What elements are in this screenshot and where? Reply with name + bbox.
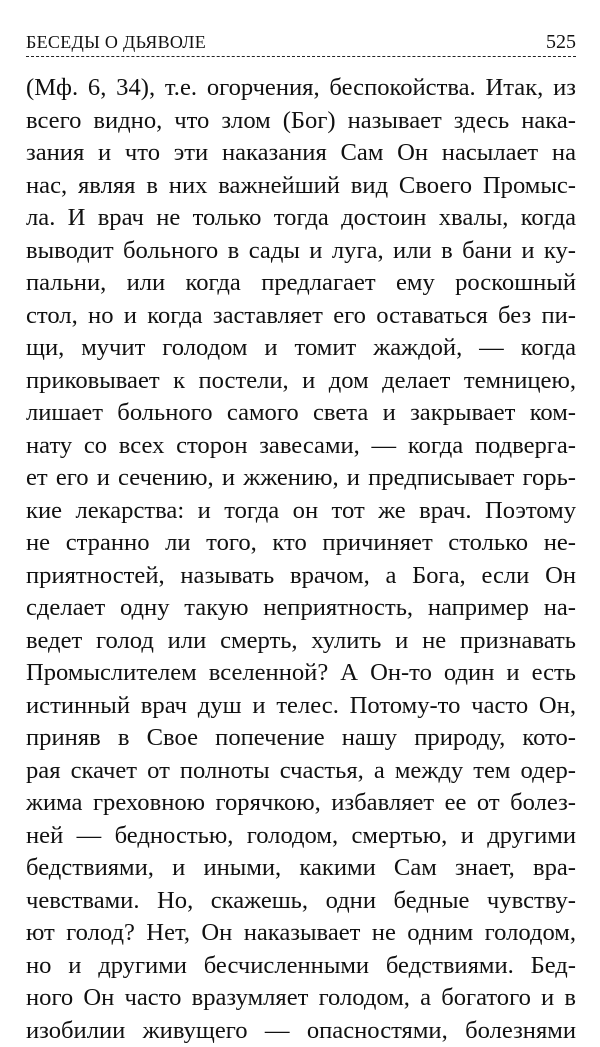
text-line: всего видно, что злом (Бог) называет здесь нака-	[26, 105, 576, 138]
text-line: (Мф. 6, 34), т.е. огорчения, беспокойства. Итак, из	[26, 72, 576, 105]
text-line: кие лекарства: и тогда он тот же врач. Поэтому	[26, 495, 576, 528]
text-line: Промыслителем вселенной? А Он-то один и есть	[26, 657, 576, 690]
text-line: ла. И врач не только тогда достоин хвалы, когда	[26, 202, 576, 235]
text-line: щи, мучит голодом и томит жаждой, — когда	[26, 332, 576, 365]
text-line: приковывает к постели, и дом делает темницею,	[26, 365, 576, 398]
text-line: выводит больного в сады и луга, или в бани и ку-	[26, 235, 576, 268]
text-line: ного Он часто вразумляет голодом, а богатого и в	[26, 982, 576, 1015]
text-line: лишает больного самого света и закрывает ком-	[26, 397, 576, 430]
text-line: нас, являя в них важнейший вид Своего Промыс-	[26, 170, 576, 203]
text-line: ведет голод или смерть, хулить и не признавать	[26, 625, 576, 658]
text-line: приняв в Свое попечение нашу природу, кото-	[26, 722, 576, 755]
text-line: жима греховною горячкою, избавляет ее от болез-	[26, 787, 576, 820]
text-line: истинный врач душ и телес. Потому-то часто Он,	[26, 690, 576, 723]
text-line: нату со всех сторон завесами, — когда подверга-	[26, 430, 576, 463]
text-line: но и другими бесчисленными бедствиями. Бед-	[26, 950, 576, 983]
text-line: зания и что эти наказания Сам Он насылает на	[26, 137, 576, 170]
text-line: стол, но и когда заставляет его оставаться без пи-	[26, 300, 576, 333]
page-number: 525	[546, 31, 576, 56]
text-line: ют голод? Нет, Он наказывает не одним голодом,	[26, 917, 576, 950]
body-text	[26, 72, 576, 1047]
text-line: бедствиями, и иными, какими Сам знает, вра-	[26, 852, 576, 885]
text-line: не странно ли того, кто причиняет столько не-	[26, 527, 576, 560]
text-line: приятностей, называть врачом, а Бога, если Он	[26, 560, 576, 593]
book-page	[26, 0, 576, 981]
text-line: чевствами. Но, скажешь, одни бедные чувству-	[26, 885, 576, 918]
text-line: ет его и сечению, и жжению, и предписывает горь-	[26, 462, 576, 495]
text-line: ней — бедностью, голодом, смертью, и другими	[26, 820, 576, 853]
running-title: БЕСЕДЫ О ДЬЯВОЛЕ	[26, 31, 206, 56]
text-line: пальни, или когда предлагает ему роскошный	[26, 267, 576, 300]
text-line: рая скачет от полноты счастья, а между тем одер-	[26, 755, 576, 788]
text-line: сделает одну такую неприятность, например на-	[26, 592, 576, 625]
text-line: изобилии живущего — опасностями, болезнями	[26, 1015, 576, 1047]
running-header	[26, 30, 576, 57]
